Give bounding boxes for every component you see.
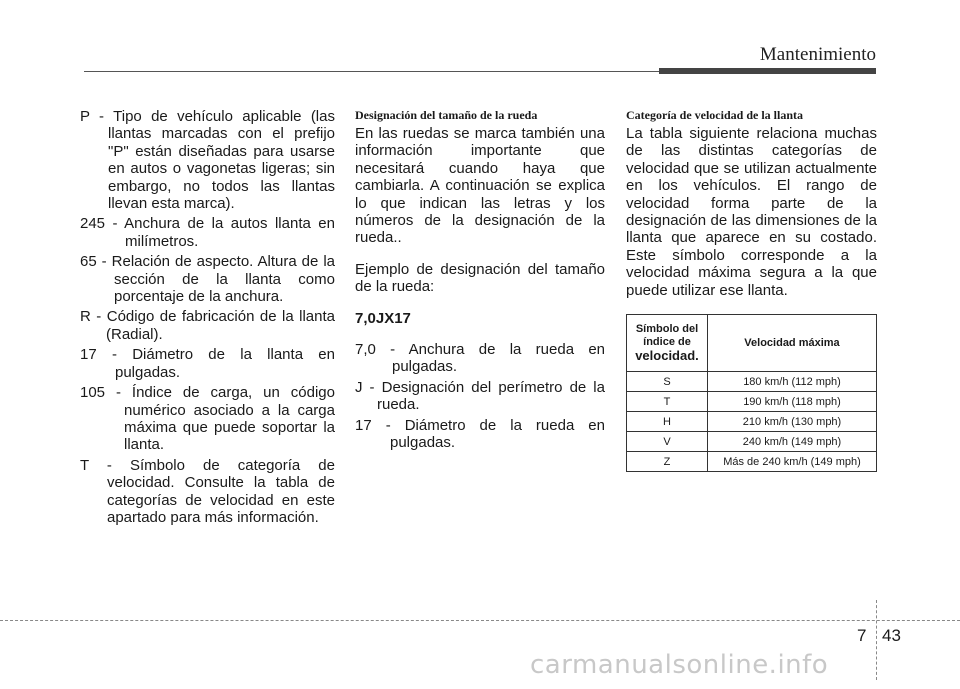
header-rule-thin (84, 71, 659, 72)
section-intro: La tabla siguiente relaciona muchas de las distintas categorías de velocidad que se utilizan actualmente en los vehículos. El rango de velocidad forma parte de la designación de las dimensiones de la llanta que aparece en su costado. Este símbolo corresponde a la velocidad máxima segura a la que puede utilizar ese llanta. (626, 125, 877, 299)
definition-item: 105 - Índice de carga, un código numérico asociado a la carga máxima que puede soportar la llanta. (80, 384, 335, 454)
section-heading: Categoría de velocidad de la llanta (626, 108, 803, 122)
table-header-speed: Velocidad máxima (708, 315, 877, 372)
column-tire-code (80, 108, 335, 529)
table-row: V 240 km/h (149 mph) (627, 432, 877, 452)
footer-rule (0, 620, 960, 621)
table-header-row (627, 315, 877, 372)
definition-item: T - Símbolo de categoría de velocidad. Consulte la tabla de categorías de velocidad en este apartado para más información. (80, 456, 335, 526)
speed-rating-table (626, 314, 877, 472)
column-speed-category (626, 108, 877, 313)
definition-item: 17 - Diámetro de la rueda en pulgadas. (355, 416, 605, 452)
section-intro: En las ruedas se marca también una información importante que necesitará cuando haya que cambiarla. A continuación se explica lo que indican las letras y los números de la designación de la rueda.. (355, 125, 605, 247)
definition-item: 7,0 - Anchura de la rueda en pulgadas. (355, 341, 606, 376)
definition-item: P - Tipo de vehículo aplicable (las llantas marcadas con el prefijo "P" están diseñadas para usarse en autos o vagonetas ligeras; sin embargo, no todos las llantas llevan esta marca). (80, 108, 335, 213)
page-number: 43 (882, 626, 901, 645)
example-label: Ejemplo de designación del tamaño de la rueda: (355, 260, 605, 296)
definition-item: 17 - Diámetro de la llanta en pulgadas. (80, 346, 335, 381)
table-row: Z Más de 240 km/h (149 mph) (627, 452, 877, 472)
chapter-number: 7 (857, 626, 867, 645)
header-rule-thick (659, 68, 876, 74)
definition-item: 65 - Relación de aspecto. Altura de la sección de la llanta como porcentaje de la anchura. (80, 253, 335, 306)
section-heading: Designación del tamaño de la rueda (355, 108, 538, 122)
table-row: T 190 km/h (118 mph) (627, 392, 877, 412)
definition-item: R - Código de fabricación de la llanta (Radial). (80, 308, 335, 343)
definition-item: 245 - Anchura de la autos llanta en milímetros. (80, 215, 335, 250)
footer-divider (876, 600, 877, 680)
table-row: S 180 km/h (112 mph) (627, 372, 877, 392)
column-wheel-size (355, 108, 605, 455)
table-row: H 210 km/h (130 mph) (627, 412, 877, 432)
watermark: carmanualsonline.info (530, 650, 829, 680)
example-value: 7,0JX17 (355, 309, 411, 327)
page-header-title: Mantenimiento (759, 44, 876, 65)
definition-item: J - Designación del perímetro de la rueda. (355, 378, 605, 414)
table-header-symbol: Símbolo del índice de velocidad. (627, 315, 708, 372)
